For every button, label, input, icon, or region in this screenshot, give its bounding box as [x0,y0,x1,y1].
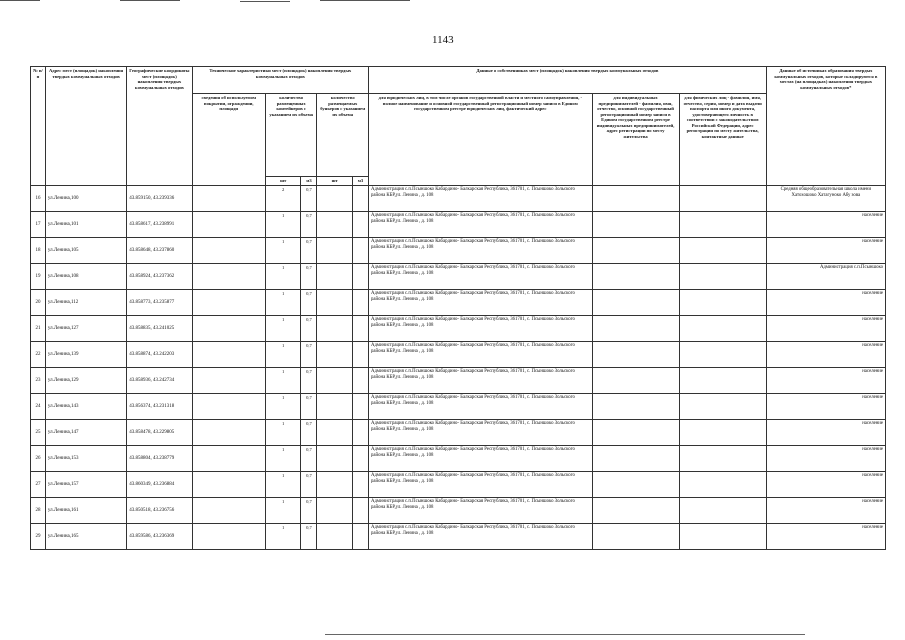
site-coordinates: 43.850518, 43.236756 [127,498,192,524]
container-volume: 0,7 [301,498,317,524]
container-volume: 0,7 [301,186,317,212]
waste-source: население [766,316,885,342]
bunker-volume [352,238,368,264]
waste-source: население [766,446,885,472]
row-number: 20 [31,290,46,316]
bunker-volume [352,186,368,212]
container-count: 1 [265,290,301,316]
legal-owner: Администрация с.п.Псыншоко Кабардино- Балкарская Республика, 361701, с. Псыншоко Зольского района КБР,ул. Ленина , д. 108 [369,290,592,316]
entrepreneur-owner [592,498,679,524]
row-number: 24 [31,394,46,420]
site-address: ул.Ленина,143 [45,394,126,420]
site-address: ул.Ленина,161 [45,498,126,524]
legal-owner: Администрация с.п.Псыншоко Кабардино- Балкарская Республика, 361701, с. Псыншоко Зольского района КБР,ул. Ленина , д. 108 [369,264,592,290]
site-address: ул.Ленина,108 [45,264,126,290]
bunker-volume [352,342,368,368]
site-coordinates: 43.856374, 43.231318 [127,394,192,420]
cover-info [192,524,265,550]
waste-source: население [766,498,885,524]
legal-owner: Администрация с.п.Псыншоко Кабардино- Балкарская Республика, 361701, с. Псыншоко Зольского района КБР,ул. Ленина , д. 108 [369,420,592,446]
individual-owner [679,446,766,472]
bunker-volume [352,368,368,394]
waste-source: население [766,524,885,550]
row-number: 23 [31,368,46,394]
bunker-count [317,238,353,264]
table-row [31,264,886,290]
waste-source: население [766,420,885,446]
waste-source: население [766,290,885,316]
header-sources: Данные об источниках образования твердых коммунальных отходов, которые складируются в местах (на площадках) накопления твердых коммунальных отходов* [766,67,885,186]
site-address: ул.Ленина,147 [45,420,126,446]
row-number: 29 [31,524,46,550]
cover-info [192,186,265,212]
waste-source: население [766,394,885,420]
waste-source: население [766,368,885,394]
table-row [31,290,886,316]
individual-owner [679,212,766,238]
bunker-volume [352,420,368,446]
table-row [31,498,886,524]
legal-owner: Администрация с.п.Псыншоко Кабардино- Балкарская Республика, 361701, с. Псыншоко Зольского района КБР,ул. Ленина , д. 108 [369,524,592,550]
waste-sites-table [30,66,886,550]
legal-owner: Администрация с.п.Псыншоко Кабардино- Балкарская Республика, 361701, с. Псыншоко Зольского района КБР,ул. Ленина , д. 108 [369,238,592,264]
entrepreneur-owner [592,524,679,550]
individual-owner [679,316,766,342]
bunker-volume [352,290,368,316]
site-coordinates: 43.858773, 43.235877 [127,290,192,316]
entrepreneur-owner [592,290,679,316]
container-volume: 0,7 [301,368,317,394]
legal-owner: Администрация с.п.Псыншоко Кабардино- Балкарская Республика, 361701, с. Псыншоко Зольского района КБР,ул. Ленина , д. 108 [369,394,592,420]
individual-owner [679,472,766,498]
waste-source: население [766,472,885,498]
table-row [31,186,886,212]
entrepreneur-owner [592,394,679,420]
bunker-count [317,212,353,238]
table-row [31,316,886,342]
scan-edge-line [325,634,805,635]
container-count: 2 [265,186,301,212]
container-count: 1 [265,446,301,472]
container-count: 1 [265,368,301,394]
table-row [31,212,886,238]
table-row [31,524,886,550]
row-number: 25 [31,420,46,446]
bunker-volume [352,316,368,342]
cover-info [192,446,265,472]
container-count: 1 [265,238,301,264]
header-address: Адрес мест (площадок) накопления твердых коммунальных отходов [45,67,126,186]
cover-info [192,394,265,420]
table-row [31,368,886,394]
container-count: 1 [265,342,301,368]
bunker-count [317,264,353,290]
individual-owner [679,290,766,316]
legal-owner: Администрация с.п.Псыншоко Кабардино- Балкарская Республика, 361701, с. Псыншоко Зольского района КБР,ул. Ленина , д. 108 [369,446,592,472]
entrepreneur-owner [592,472,679,498]
bunker-count [317,524,353,550]
individual-owner [679,420,766,446]
entrepreneur-owner [592,212,679,238]
scan-edge-line [240,1,290,2]
bunker-count [317,368,353,394]
container-volume: 0,7 [301,472,317,498]
container-volume: 0,7 [301,316,317,342]
header-num: № п/п [31,67,46,186]
individual-owner [679,368,766,394]
table-row [31,420,886,446]
site-address: ул.Ленина,127 [45,316,126,342]
cover-info [192,238,265,264]
bunker-count [317,498,353,524]
scan-edge-line [320,0,410,1]
bunker-volume [352,394,368,420]
site-coordinates: 43.858804, 43.238779 [127,446,192,472]
container-volume: 0,7 [301,238,317,264]
container-volume: 0,7 [301,212,317,238]
site-address: ул.Ленина,101 [45,212,126,238]
site-coordinates: 43.858648, 43.237860 [127,238,192,264]
entrepreneur-owner [592,368,679,394]
unit-m3: м3 [301,177,317,186]
legal-owner: Администрация с.п.Псыншоко Кабардино- Балкарская Республика, 361701, с. Псыншоко Зольского района КБР,ул. Ленина , д. 108 [369,368,592,394]
bunker-volume [352,446,368,472]
container-count: 1 [265,212,301,238]
cover-info [192,420,265,446]
row-number: 19 [31,264,46,290]
container-count: 1 [265,420,301,446]
site-address: ул.Ленина,105 [45,238,126,264]
header-legal: для юридических лиц, в том числе органов государственной власти и местного самоуправления, - полное наименование и основной государственный регистрационный номер записи в Едином государственном реестре юридических лиц, фактический адрес [369,94,592,186]
site-address: ул.Ленина,165 [45,524,126,550]
row-number: 16 [31,186,46,212]
bunker-volume [352,472,368,498]
site-coordinates: 43.860349, 43.236884 [127,472,192,498]
bunker-count [317,420,353,446]
container-volume: 0,7 [301,342,317,368]
row-number: 21 [31,316,46,342]
bunker-count [317,472,353,498]
bunker-volume [352,524,368,550]
bunker-count [317,446,353,472]
cover-info [192,472,265,498]
cover-info [192,316,265,342]
cover-info [192,212,265,238]
bunker-count [317,186,353,212]
row-number: 22 [31,342,46,368]
row-number: 27 [31,472,46,498]
row-number: 17 [31,212,46,238]
legal-owner: Администрация с.п.Псыншоко Кабардино- Балкарская Республика, 361701, с. Псыншоко Зольского района КБР,ул. Ленина , д. 108 [369,212,592,238]
bunker-volume [352,264,368,290]
entrepreneur-owner [592,316,679,342]
site-coordinates: 43.858874, 43.242203 [127,342,192,368]
header-bunkers: количество размещаемых бункеров с указанием их объема [317,94,369,177]
container-volume: 0,7 [301,264,317,290]
container-volume: 0,7 [301,394,317,420]
header-coords: Географические координаты мест (площадок) накопления твердых коммунальных отходов [127,67,192,186]
individual-owner [679,264,766,290]
entrepreneur-owner [592,342,679,368]
site-address: ул.Ленина,157 [45,472,126,498]
header-individual: для физических лиц - фамилия, имя, отчество, серия, номер и дата выдачи паспорта или иного документа, удостоверяющего личность в соответствии с законодательством Российской Федерации, адрес регистрации по месту жительства, контактные данные [679,94,766,186]
individual-owner [679,186,766,212]
individual-owner [679,524,766,550]
header-entrepreneur: для индивидуальных предпринимателей - фамилия, имя, отчество, основной государственный регистрационный номер записи в Едином государственном реестре индивидуальных предпринимателей, адрес регистрации по месту жительства [592,94,679,186]
container-volume: 0,7 [301,524,317,550]
site-coordinates: 43.859586, 43.236369 [127,524,192,550]
waste-source: население [766,238,885,264]
scan-edge-line [0,0,40,1]
bunker-volume [352,212,368,238]
unit-pcs: шт [317,177,353,186]
waste-source: Средняя общеобразовательная школа имени Хатохошоко Хатагуноко Абу зова [766,186,885,212]
site-address: ул.Ленина,129 [45,368,126,394]
legal-owner: Администрация с.п.Псыншоко Кабардино- Балкарская Республика, 361701, с. Псыншоко Зольского района КБР,ул. Ленина , д. 108 [369,342,592,368]
site-coordinates: 43.858936, 43.242734 [127,368,192,394]
page-number: 1143 [432,34,454,46]
entrepreneur-owner [592,446,679,472]
scan-edge-line [120,0,180,1]
unit-m3: м3 [352,177,368,186]
site-address: ул.Ленина,153 [45,446,126,472]
legal-owner: Администрация с.п.Псыншоко Кабардино- Балкарская Республика, 361701, с. Псыншоко Зольского района КБР,ул. Ленина , д. 108 [369,316,592,342]
bunker-count [317,290,353,316]
individual-owner [679,394,766,420]
legal-owner: Администрация с.п.Псыншоко Кабардино- Балкарская Республика, 361701, с. Псыншоко Зольского района КБР,ул. Ленина , д. 108 [369,498,592,524]
cover-info [192,290,265,316]
table-row [31,238,886,264]
bunker-count [317,394,353,420]
entrepreneur-owner [592,264,679,290]
site-address: ул.Ленина,112 [45,290,126,316]
bunker-volume [352,498,368,524]
table-row [31,446,886,472]
bunker-count [317,342,353,368]
site-address: ул.Ленина,100 [45,186,126,212]
individual-owner [679,498,766,524]
container-volume: 0,7 [301,420,317,446]
table-row [31,342,886,368]
site-coordinates: 43.858478, 43.229805 [127,420,192,446]
cover-info [192,342,265,368]
container-count: 1 [265,316,301,342]
waste-source: население [766,212,885,238]
individual-owner [679,342,766,368]
site-coordinates: 43.859150, 43.239336 [127,186,192,212]
row-number: 26 [31,446,46,472]
container-count: 1 [265,498,301,524]
cover-info [192,264,265,290]
site-address: ул.Ленина,139 [45,342,126,368]
individual-owner [679,238,766,264]
container-count: 1 [265,524,301,550]
cover-info [192,498,265,524]
entrepreneur-owner [592,420,679,446]
container-count: 1 [265,472,301,498]
table-row [31,472,886,498]
container-volume: 0,7 [301,290,317,316]
header-owners: Данные о собственниках мест (площадок) накопления твердых коммунальных отходов [369,67,767,94]
header-containers: количество размещенных контейнеров с указанием их объема [265,94,317,177]
row-number: 28 [31,498,46,524]
bunker-count [317,316,353,342]
waste-source: Администрация с.п.Псыншоко [766,264,885,290]
site-coordinates: 43.858835, 43.241025 [127,316,192,342]
header-tech: Технические характеристики мест (площадок) накопления твердых коммунальных отходов [192,67,368,94]
container-count: 1 [265,394,301,420]
container-volume: 0,7 [301,446,317,472]
table-row [31,394,886,420]
entrepreneur-owner [592,186,679,212]
header-cover: сведения об используемом покрытии, ограждении, площади [192,94,265,186]
container-count: 1 [265,264,301,290]
waste-source: население [766,342,885,368]
cover-info [192,368,265,394]
entrepreneur-owner [592,238,679,264]
site-coordinates: 43.858617, 43.238991 [127,212,192,238]
legal-owner: Администрация с.п.Псыншоко Кабардино- Балкарская Республика, 361701, с. Псыншоко Зольского района КБР,ул. Ленина , д. 108 [369,472,592,498]
row-number: 18 [31,238,46,264]
legal-owner: Администрация с.п.Псыншоко Кабардино- Балкарская Республика, 361701, с. Псыншоко Зольского района КБР,ул. Ленина , д. 108 [369,186,592,212]
site-coordinates: 43.858924, 43.237362 [127,264,192,290]
unit-pcs: шт [265,177,301,186]
